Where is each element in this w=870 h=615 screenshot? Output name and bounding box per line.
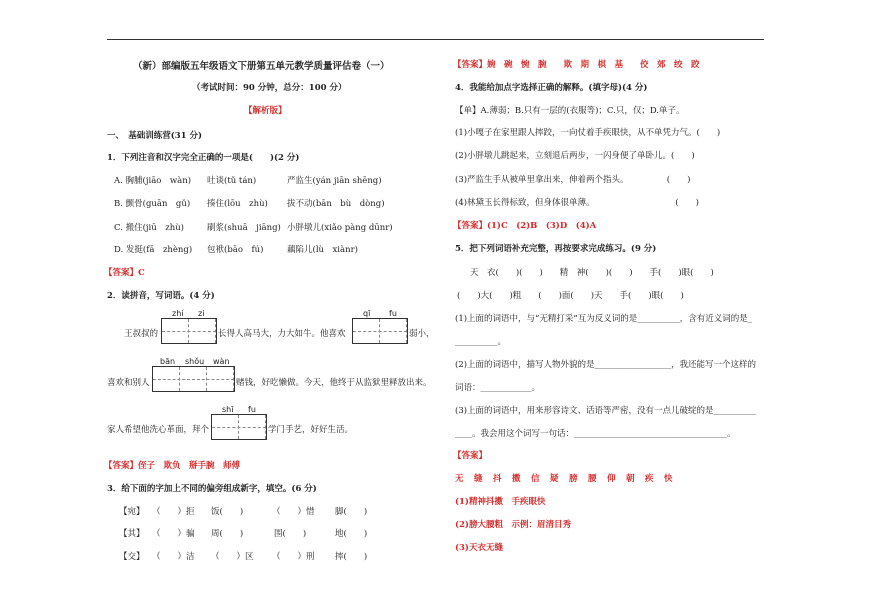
pinyin-qi: qī	[363, 309, 371, 318]
q1-stem: 1．下列注音和汉字完全正确的一项是( )(2 分)	[107, 153, 300, 163]
q5-item-2-line-2: 词语：____________。	[455, 383, 541, 393]
q3-stem: 3．给下面的字加上不同的偏旁组成新字，填空。(6 分)	[107, 484, 317, 494]
q3-r3-c1: （ ）洁	[152, 552, 195, 562]
q2-line1-c: 弱小，	[409, 329, 435, 339]
q3-r2-c3: 围( )	[274, 529, 307, 539]
writing-grid-1[interactable]	[161, 318, 217, 344]
q2-line2-a: 喜欢和别人	[107, 378, 150, 388]
q4-sentence-4: (4)林黛玉长得标致，但身体很单薄。 ( )	[455, 198, 699, 208]
q3-r2-c1: （ ）骗	[152, 529, 195, 539]
q5-answer-line-3: (2)膀大腰粗 示例：眉清目秀	[455, 520, 571, 530]
q1-option-b-1: B. 颤骨(guān gǔ)	[114, 199, 191, 209]
q4-sentence-1: (1)小嘎子在家里跟人摔跤，一向仗着手疾眼快，从不单凭力气。( )	[455, 128, 721, 138]
writing-grid-4[interactable]	[211, 414, 267, 440]
q3-r1-c4: 脚( )	[335, 507, 368, 517]
pinyin-wan: wàn	[213, 357, 230, 366]
q5-item-2-line-1: (2)上面的词语中，描写人物外貌的是__________________，我还能写一个这样的	[455, 360, 757, 370]
q3-r2-c2: 周( )	[211, 529, 244, 539]
q1-option-c-1: C. 搬住(jiū zhù)	[114, 223, 184, 233]
q1-option-a-3: 严监生(yán jiān shēng)	[287, 176, 382, 186]
q1-option-b-2: 揍住(lōu zhù)	[207, 199, 268, 209]
exam-title: （新）部编版五年级语文下册第五单元教学质量评估卷（一）	[133, 61, 390, 72]
q1-option-d-1: D. 发挺(fā zhèng)	[114, 245, 193, 255]
q1-answer: 【答案】C	[104, 268, 145, 278]
q2-answer: 【答案】侄子 欺负 掰手腕 师傅	[104, 461, 241, 471]
pinyin-zhi: zhí	[172, 309, 184, 318]
version-tag: 【解析版】	[244, 106, 287, 116]
q2-line3-b: 学门手艺，好好生活。	[268, 425, 354, 435]
q5-answer-line-2: (1)精神抖擞 手疾眼快	[455, 497, 546, 507]
q5-words-row-1: 天 衣( )( ) 精 神( )( ) 手( )眼( )	[470, 268, 714, 278]
exam-subtitle: （考试时间：90 分钟，总分：100 分）	[192, 83, 347, 93]
q3-r2-radical: 【其】	[119, 529, 145, 539]
q2-line1-b: 长得人高马大，力大如牛。他喜欢	[218, 329, 346, 339]
q4-answer: 【答案】(1)C (2)B (3)D (4)A	[453, 221, 597, 231]
pinyin-fu-2: fu	[248, 405, 256, 414]
pinyin-shi: shī	[222, 405, 234, 414]
q3-r1-c3: （ ）惜	[272, 507, 315, 517]
q4-options: 【单】A.薄弱；B.只有一层的(衣服等)；C.只，仅；D.单子。	[455, 106, 685, 116]
q1-option-a-2: 吐谈(tǔ tán)	[207, 176, 257, 186]
q2-line3-a: 家人希望他洗心革面，拜个	[107, 425, 210, 435]
q5-answer-line-4: (3)天衣无缝	[455, 543, 503, 553]
q5-item-1-line-1: (1)上面的词语中，与“无精打采”互为反义词的是__________，含有近义词的是_	[455, 314, 752, 324]
q2-line1-a: 王叔叔的	[124, 329, 159, 339]
pinyin-fu: fu	[389, 309, 397, 318]
q3-r1-c1: （ ）拒	[152, 507, 195, 517]
q3-r3-c3: （ ）刑	[272, 552, 315, 562]
q3-answer: 【答案】婉 碗 惋 腕 欺 期 棋 基 佼 郊 绞 跤	[453, 60, 700, 70]
pinyin-zi: zi	[198, 309, 205, 318]
q5-answer-line-1: 无 缝 抖 擞 信 疑 膀 腰 仰 朝 疾 快	[455, 474, 674, 484]
q4-sentence-2: (2)小胖墩儿跳起来，立刻退后两步，一闪身便了单卧儿。( )	[455, 151, 695, 161]
q1-option-d-2: 包袱(bāo fú)	[207, 245, 264, 255]
q3-r3-c4: 摔( )	[335, 552, 368, 562]
q3-r1-radical: 【宛】	[119, 507, 145, 517]
section-1-heading: 一、 基础训练营(31 分)	[107, 131, 203, 141]
q1-option-a-1: A. 胸脯(jiāo wàn)	[114, 176, 192, 186]
q3-r3-radical: 【交】	[119, 552, 145, 562]
q5-item-1-line-2: __________。	[455, 337, 507, 347]
q3-r1-c2: 饭( )	[211, 507, 244, 517]
writing-grid-2[interactable]	[352, 318, 408, 344]
q5-stem: 5．把下列词语补充完整，再按要求完成练习。(9 分)	[455, 244, 657, 254]
q4-sentence-3: (3)严监生手从被单里拿出来，伸着两个指头。 ( )	[455, 175, 691, 185]
q3-r2-c4: 地( )	[335, 529, 368, 539]
q5-answer-label: 【答案】	[453, 451, 488, 461]
q5-words-row-2: ( )大( )粗 ( )面( )天 手( )眼( )	[457, 291, 684, 301]
top-rule	[107, 39, 764, 40]
q1-option-d-3: 藕陷儿(lù xiànr)	[287, 245, 358, 255]
q2-line2-b: 赌钱，好吃懒做。今天，他终于从监狱里释放出来。	[236, 378, 432, 388]
pinyin-ban: bān	[160, 357, 176, 366]
q1-option-c-3: 小胖墩儿(xiǎo pàng dūnr)	[287, 223, 393, 233]
pinyin-shou: shǒu	[185, 357, 205, 366]
q4-stem: 4．我能给加点字选择正确的解释。(填字母)(4 分)	[455, 83, 648, 93]
q5-item-3-line-1: (3)上面的词语中，用来形容诗文、话语等严密，没有一点儿破绽的是__________	[455, 406, 757, 416]
q1-option-b-3: 拔不动(bān bù dòng)	[287, 199, 385, 209]
q3-r3-c2: （ ）区	[211, 552, 254, 562]
q1-option-c-2: 刷浆(shuā jiāng)	[207, 223, 281, 233]
writing-grid-3[interactable]	[152, 366, 235, 392]
q5-item-3-line-2: ____。我会用这个词写一句话：____________________________________。	[455, 429, 736, 439]
q2-stem: 2．读拼音，写词语。(4 分)	[107, 291, 215, 301]
